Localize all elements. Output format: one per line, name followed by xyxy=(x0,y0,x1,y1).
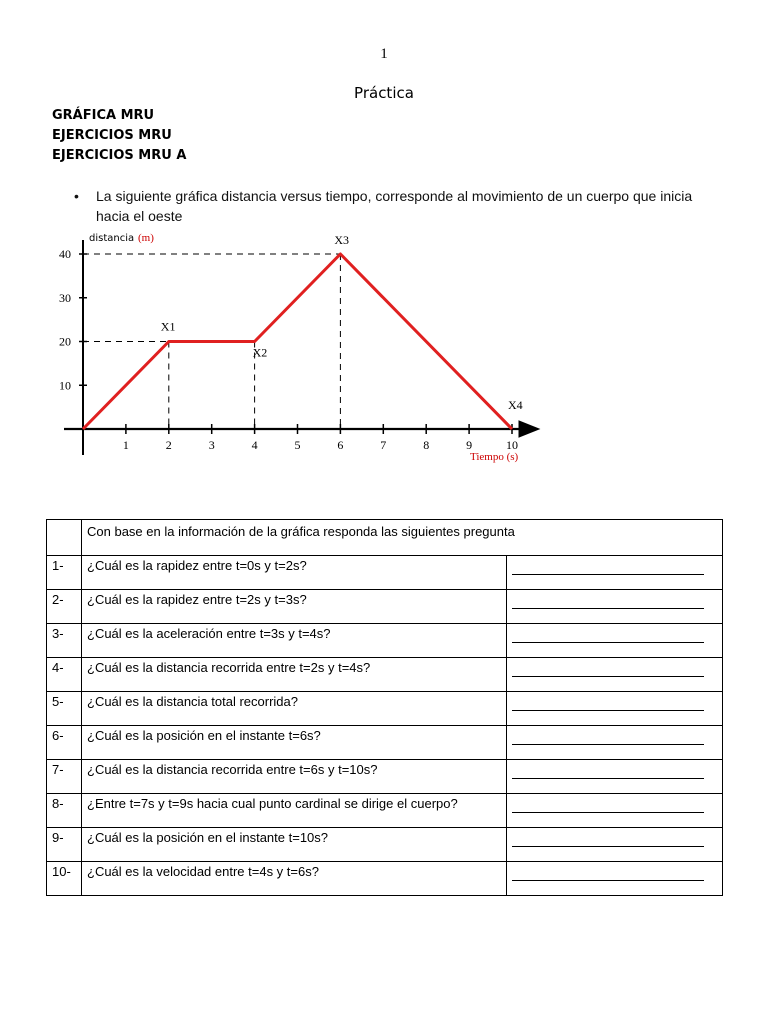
question-text: ¿Cuál es la distancia total recorrida? xyxy=(82,692,507,726)
y-tick-label: 40 xyxy=(59,247,71,261)
answer-cell[interactable] xyxy=(507,590,723,624)
table-header: Con base en la información de la gráfica responda las siguientes pregunta xyxy=(82,520,723,556)
table-row xyxy=(47,624,723,658)
y-tick-label: 10 xyxy=(59,378,71,393)
answer-blank-line[interactable] xyxy=(512,666,704,677)
point-label-x2: X2 xyxy=(252,345,268,360)
question-text: ¿Cuál es la rapidez entre t=2s y t=3s? xyxy=(82,590,507,624)
table-row xyxy=(47,828,723,862)
question-number: 7- xyxy=(47,760,82,794)
answer-blank-line[interactable] xyxy=(512,598,704,609)
question-number: 1- xyxy=(47,556,82,590)
question-number: 3- xyxy=(47,624,82,658)
x-tick-label: 10 xyxy=(506,438,518,452)
x-tick-label: 1 xyxy=(122,438,129,452)
table-row xyxy=(47,862,723,896)
question-number: 5- xyxy=(47,692,82,726)
x-tick-label: 8 xyxy=(423,438,430,452)
x-tick-label: 5 xyxy=(294,438,301,452)
question-text: ¿Cuál es la aceleración entre t=3s y t=4s? xyxy=(82,624,507,658)
x-tick-label: 3 xyxy=(208,438,215,452)
question-text: ¿Cuál es la distancia recorrida entre t=2s y t=4s? xyxy=(82,658,507,692)
question-text: ¿Cuál es la velocidad entre t=4s y t=6s? xyxy=(82,862,507,896)
bullet-text: La siguiente gráfica distancia versus tiempo, corresponde al movimiento de un cuerpo que inicia hacia el oeste xyxy=(96,188,693,224)
table-row xyxy=(47,794,723,828)
answer-blank-line[interactable] xyxy=(512,768,704,779)
y-tick-label: 20 xyxy=(59,334,71,349)
answer-cell[interactable] xyxy=(507,760,723,794)
y-axis-label: distancia xyxy=(89,233,135,244)
distance-series-line xyxy=(83,254,512,429)
answer-blank-line[interactable] xyxy=(512,632,704,643)
page-number: 1 xyxy=(380,46,388,62)
question-text: ¿Cuál es la rapidez entre t=0s y t=2s? xyxy=(82,556,507,590)
table-row xyxy=(47,590,723,624)
header-empty-cell xyxy=(47,520,82,556)
question-number: 9- xyxy=(47,828,82,862)
question-number: 6- xyxy=(47,726,82,760)
answer-blank-line[interactable] xyxy=(512,802,704,813)
page-title: Práctica xyxy=(354,84,414,102)
table-header-row xyxy=(47,520,723,556)
question-number: 8- xyxy=(47,794,82,828)
x-axis-label: Tiempo (s) xyxy=(470,451,519,463)
point-label-x3: X3 xyxy=(334,233,350,247)
answer-blank-line[interactable] xyxy=(512,870,704,881)
answer-cell[interactable] xyxy=(507,726,723,760)
x-tick-label: 4 xyxy=(251,438,258,452)
answer-cell[interactable] xyxy=(507,624,723,658)
answer-cell[interactable] xyxy=(507,692,723,726)
question-text: ¿Entre t=7s y t=9s hacia cual punto cardinal se dirige el cuerpo? xyxy=(82,794,507,828)
answer-cell[interactable] xyxy=(507,658,723,692)
answer-blank-line[interactable] xyxy=(512,734,704,745)
question-text: ¿Cuál es la posición en el instante t=6s? xyxy=(82,726,507,760)
y-tick-label: 30 xyxy=(59,290,71,305)
question-number: 4- xyxy=(47,658,82,692)
table-row xyxy=(47,556,723,590)
table-row xyxy=(47,760,723,794)
heading-ejercicios-mru-a: EJERCICIOS MRU A xyxy=(52,148,187,163)
question-text: ¿Cuál es la posición en el instante t=10s? xyxy=(82,828,507,862)
heading-grafica-mru: GRÁFICA MRU xyxy=(52,108,155,123)
y-axis-unit: (m) xyxy=(138,232,154,244)
answer-cell[interactable] xyxy=(507,556,723,590)
heading-ejercicios-mru: EJERCICIOS MRU xyxy=(52,128,172,143)
bullet-icon: • xyxy=(74,188,79,204)
table-row xyxy=(47,658,723,692)
questions-table xyxy=(46,519,723,896)
table-row xyxy=(47,726,723,760)
point-label-x1: X1 xyxy=(160,319,176,334)
answer-cell[interactable] xyxy=(507,862,723,896)
answer-blank-line[interactable] xyxy=(512,700,704,711)
x-tick-label: 6 xyxy=(337,438,344,452)
question-text: ¿Cuál es la distancia recorrida entre t=6s y t=10s? xyxy=(82,760,507,794)
distance-time-chart xyxy=(0,0,768,480)
x-tick-label: 7 xyxy=(380,438,387,452)
x-tick-label: 9 xyxy=(466,438,473,452)
question-number: 10- xyxy=(47,862,82,896)
answer-cell[interactable] xyxy=(507,794,723,828)
point-label-x4: X4 xyxy=(508,398,523,412)
answer-blank-line[interactable] xyxy=(512,564,704,575)
table-row xyxy=(47,692,723,726)
answer-cell[interactable] xyxy=(507,828,723,862)
answer-blank-line[interactable] xyxy=(512,836,704,847)
x-tick-label: 2 xyxy=(165,438,172,452)
question-number: 2- xyxy=(47,590,82,624)
